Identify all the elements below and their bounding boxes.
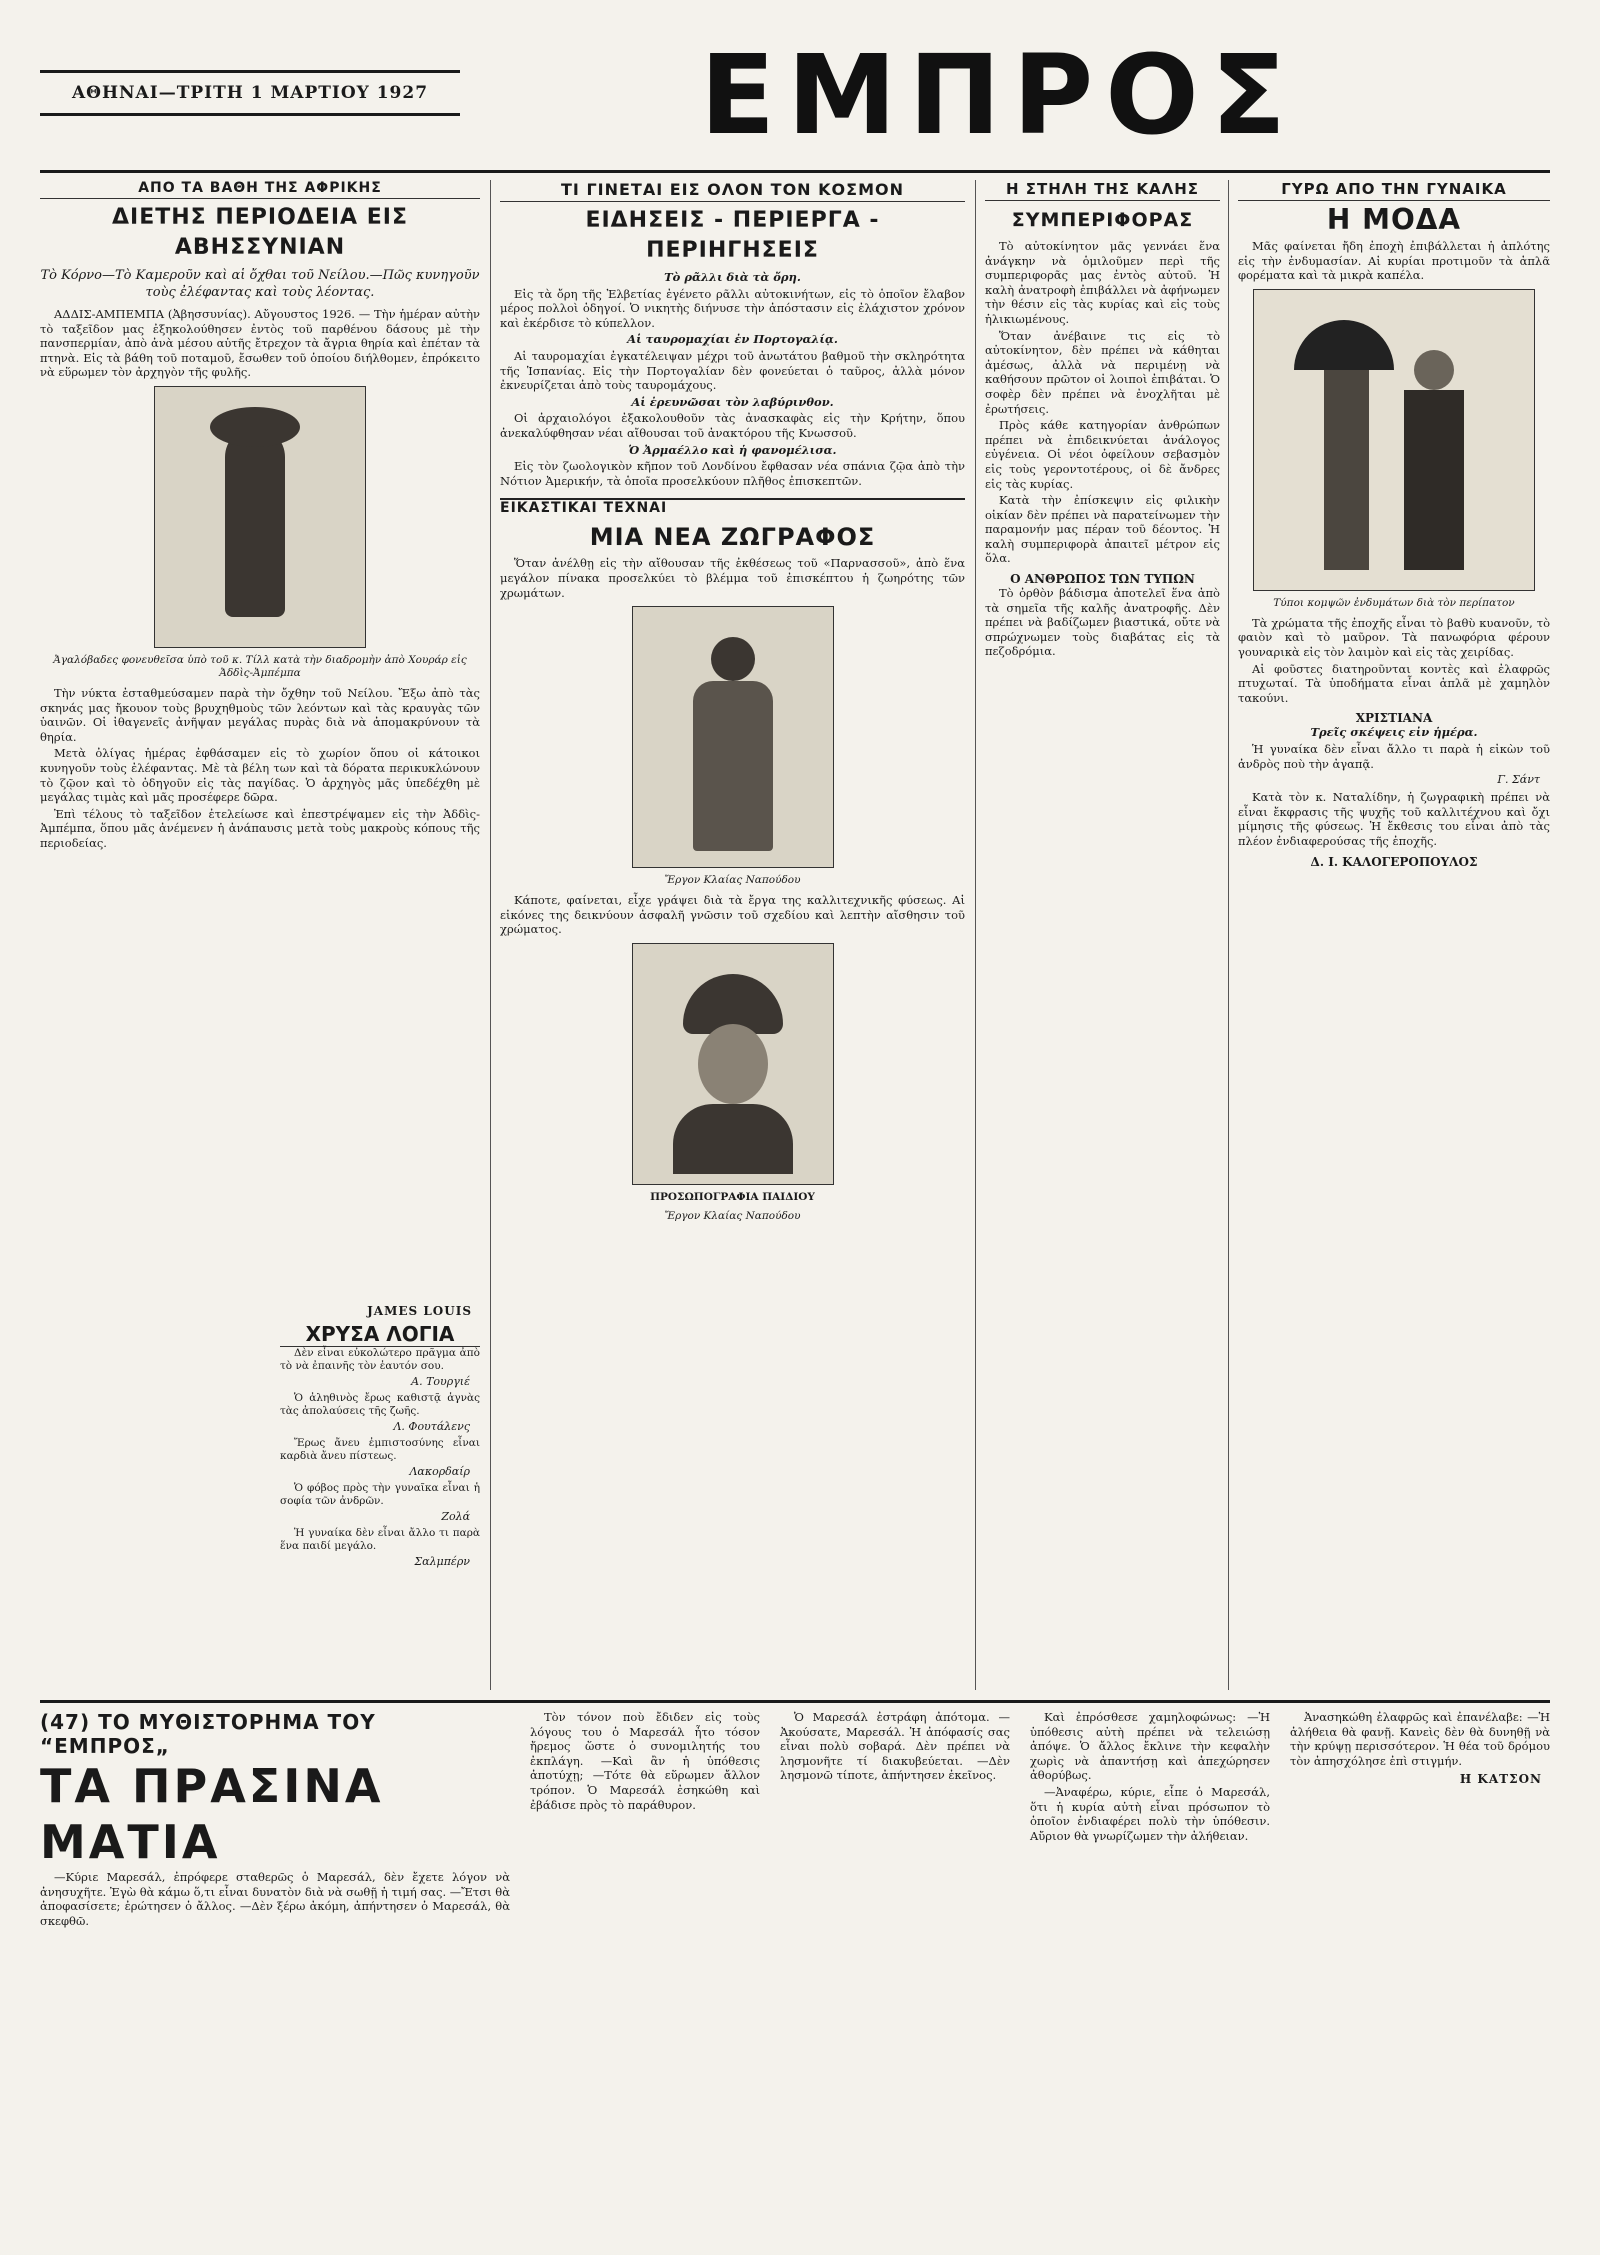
quote: Δὲν εἶναι εὐκολώτερο πρᾶγμα ἀπὸ τὸ νὰ ἐπαινῆς τὸν ἑαυτόν σου. [280, 1347, 480, 1372]
article-news [500, 180, 965, 1690]
portrait-caption: ΠΡΟΣΩΠΟΓΡΑΦΙΑ ΠΑΙΔΙΟΥ [650, 1190, 815, 1203]
news-title: Αἱ ἐρευνῶσαι τὸν λαβύρινθον. [631, 394, 834, 409]
dateline: ΑΘΗΝΑΙ—ΤΡΙΤΗ 1 ΜΑΡΤΙΟΥ 1927 [40, 70, 460, 116]
quote: Ἔρως ἄνευ ἐμπιστοσύνης εἶναι καρδιὰ ἄνευ πίστεως. [280, 1437, 480, 1462]
photo-antelope [154, 386, 366, 648]
signature: Ο ΑΝΘΡΩΠΟΣ ΤΩΝ ΤΥΠΩΝ [1010, 572, 1195, 587]
article-etiquette [985, 180, 1220, 1690]
paragraph: Οἱ ἀρχαιολόγοι ἐξακολουθοῦν τὰς ἀνασκαφὰς εἰς τὴν Κρήτην, ὅπου ἀνεκαλύφθησαν νέαι αἴθουσαι τοῦ ἀνακτόρου τῆς Κνωσσοῦ. [500, 411, 965, 440]
paragraph: ΑΔΔΙΣ-ΑΜΠΕΜΠΑ (Ἀβησσυνίας). Αὔγουστος 1926. — Τὴν ἡμέραν αὐτὴν τὸ ταξεῖδον μας ἐξηκολούθησεν ἐντὸς τοῦ παρθένου δάσους μὲ τὴν πανσπερμίαν, ἀπὸ ἀνὰ μέσου αὐτῆς ἔτρεχον τὰ ἄγρια θηρία καὶ ἐπέταν τὰ πτηνὰ. Εἰς τὰ βάθη τοῦ ποταμοῦ, ἔσωθεν τοῦ ὁποίου διήλθομεν, ἐπρόκειτο νὰ εὕρωμεν τὸν ἀρχηγὸν τῆς φυλῆς. [40, 307, 480, 380]
photo-caption: Ἀγαλόβαδες φονευθεῖσα ὑπὸ τοῦ κ. Τίλλ κατὰ τὴν διαδρομὴν ἀπὸ Χουράρ εἰς Ἀδδὶς-Ἀμπέμπα [53, 653, 467, 679]
paragraph: Ὅταν ἀνέβαινε τις εἰς τὸ αὐτοκίνητον, δὲν πρέπει νὰ κάθηται ἀμέσως, ἀλλὰ νὰ περιμένῃ νὰ καθήσουν πρῶτον οἱ λοιποὶ ἐπιβάται. Ὁ σοφὲρ δὲν πρέπει νὰ ἐνοχλῆται μὲ ἐρωτήσεις. [985, 328, 1220, 416]
kicker: ΤΙ ΓΙΝΕΤΑΙ ΕΙΣ ΟΛΟΝ ΤΟΝ ΚΟΣΜΟΝ [500, 180, 965, 202]
news-title: Ὁ Ἀρμαέλλο καὶ ἡ φανομέλισα. [628, 442, 837, 457]
paragraph: Ἐπὶ τέλους τὸ ταξεῖδον ἐτελείωσε καὶ ἐπεστρέψαμεν εἰς τὴν Ἀδδὶς-Ἀμπέμπα, ὅπου μᾶς ἀνέμενεν ἡ ἀνάπαυσις μετὰ τοὺς μακροὺς κόπους τῆς περιοδείας. [40, 806, 480, 850]
quote-author: Σαλμπέρν [414, 1555, 470, 1568]
news-title: Αἱ ταυρομαχίαι ἐν Πορτογαλίᾳ. [627, 332, 838, 347]
quote-author: Λ. Φουτάλενς [393, 1420, 470, 1433]
masthead-rule [40, 170, 1550, 173]
section-title: Τρεῖς σκέψεις εἰν ἡμέρα. [1310, 725, 1478, 740]
paragraph: Μετὰ ὀλίγας ἡμέρας ἐφθάσαμεν εἰς τὸ χωρίον ὅπου οἱ κάτοικοι κυνηγοῦν τοὺς ἐλέφαντας. Μὲ τὰ βέλη των καὶ τὰ δόρατα περικυκλώνουν τὸ ζῷον καὶ τὸ ὁδηγοῦν εἰς τὰς παγίδας. Ὁ ἀρχηγὸς μᾶς ὑπεδέχθη μὲ μεγάλας τιμὰς καὶ μᾶς προσέφερε δῶρα. [40, 746, 480, 805]
quote: Ἡ γυναίκα δὲν εἶναι ἄλλο τι παρὰ ἕνα παιδί μεγάλο. [280, 1527, 480, 1552]
paragraph: Αἱ ταυρομαχίαι ἐγκατέλειψαν μέχρι τοῦ ἀνωτάτου βαθμοῦ τὴν σκληρότητα τῆς Ἱσπανίας. Εἰς τὴν Πορτογαλίαν δὲν φονεύεται ὁ ταῦρος, ἀλλὰ μόνον ἐκνευρίζεται ἀπὸ τοὺς ταυρομάχους. [500, 348, 965, 393]
kicker: Η ΣΤΗΛΗ ΤΗΣ ΚΑΛΗΣ [985, 180, 1220, 201]
art-kicker: ΕΙΚΑΣΤΙΚΑΙ ΤΕΧΝΑΙ [500, 500, 668, 517]
paragraph: Πρὸς κάθε κατηγορίαν ἀνθρώπων πρέπει νὰ ἐπιδεικνύεται ἀνάλογος εὐγένεια. Οἱ νέοι ὀφείλουν σεβασμὸν εἰς τοὺς γεροντοτέρους, οἱ δὲ ἄνδρες εἰς τὰς κυρίας. [985, 418, 1220, 491]
serial-header: (47) ΤΟ ΜΥΘΙΣΤΟΡΗΜΑ ΤΟΥ “ΕΜΠΡΟΣ„ [40, 1710, 376, 1758]
art-headline: ΜΙΑ ΝΕΑ ΖΩΓΡΑΦΟΣ [589, 523, 876, 552]
golden-words-title: ΧΡΥΣΑ ΛΟΓΙΑ [280, 1322, 480, 1347]
paragraph: Τὴν νύκτα ἐσταθμεύσαμεν παρὰ τὴν ὄχθην τοῦ Νείλου. Ἔξω ἀπὸ τὰς σκηνάς μας ἤκουον τοὺς βρυχηθμοὺς τῶν λεόντων καὶ τὰς κραυγὰς τῶν ὑαινῶν. Οἱ ἰθαγενεῖς ἀνῆψαν μεγάλας πυρὰς διὰ νὰ ἀπομακρύνουν τὰ θηρία. [40, 685, 480, 744]
headline: ΣΥΜΠΕΡΙΦΟΡΑΣ [1011, 209, 1194, 231]
quote-author: Α. Τουργιέ [411, 1375, 470, 1388]
paragraph: Εἰς τὸν ζωολογικὸν κῆπον τοῦ Λονδίνου ἔφθασαν νέα σπάνια ζῷα ἀπὸ τὴν Νότιον Ἀμερικήν, τὰ ὁποῖα προσελκύουν πλῆθος ἐπισκεπτῶν. [500, 459, 965, 488]
portrait-subcaption: Ἔργον Κλαίας Ναπούδου [664, 1209, 801, 1222]
quote: Ὁ φόβος πρὸς τὴν γυναῖκα εἶναι ἡ σοφία τῶν ἀνδρῶν. [280, 1482, 480, 1507]
fashion-caption: Τύποι κομψῶν ἐνδυμάτων διὰ τὸν περίπατον [1273, 596, 1515, 609]
quote: Ὁ ἀληθινὸς ἔρως καθιστᾷ ἁγνὰς τὰς ἀπολαύσεις τῆς ζωῆς. [280, 1392, 480, 1417]
article-fashion [1238, 180, 1550, 1690]
byline: JAMES LOUIS [367, 1304, 472, 1318]
paragraph: Ἀνασηκώθη ἐλαφρῶς καὶ ἐπανέλαβε: —Ἡ ἀλήθεια θὰ φανῇ. Κανεὶς δὲν θὰ δυνηθῇ νὰ τὴν κρύψῃ περισσότερον. Ἡ θέα τοῦ δρόμου τὸν ἀπησχόλησε ἐπὶ στιγμήν. [1290, 1710, 1550, 1768]
column-rule [975, 180, 976, 1690]
golden-words-box [280, 1300, 480, 1680]
paragraph: Αἱ φοῦστες διατηροῦνται κοντὲς καὶ ἐλαφρῶς πτυχωταί. Τὰ ὑποδήματα εἶναι ἁπλᾶ μὲ χαμηλὸν τακούνι. [1238, 661, 1550, 705]
paragraph: Εἰς τὰ ὄρη τῆς Ἐλβετίας ἐγένετο ρᾶλλι αὐτοκινήτων, εἰς τὸ ὁποῖον ἔλαβον μέρος πολλοὶ ὁδηγοί. Ὁ νικητὴς διήνυσε τὴν ἀπόστασιν εἰς ἐλάχιστον χρόνον καὶ ἐκέρδισε τὸ κύπελλον. [500, 286, 965, 330]
quote-author: Λακορδαίρ [409, 1465, 470, 1478]
paragraph: Κατὰ τὸν κ. Ναταλίδην, ἡ ζωγραφικὴ πρέπει νὰ εἶναι ἔκφρασις τῆς ψυχῆς τοῦ καλλιτέχνου καὶ ὄχι μίμησις τῆς φύσεως. Ἡ ἔκθεσις του εἶναι ἀπὸ τὰς πλέον ἐνδιαφερούσας τῆς ἐποχῆς. [1238, 790, 1550, 848]
fashion-illustration [1253, 289, 1535, 591]
serial-signature: Η ΚΑΤΣΟΝ [1459, 1772, 1542, 1787]
paragraph: Τὰ χρώματα τῆς ἐποχῆς εἶναι τὸ βαθὺ κυανοῦν, τὸ φαιὸν καὶ τὸ μαῦρον. Τὰ πανωφόρια φέρουν γουναρικὰ εἰς τὸν λαιμὸν καὶ εἰς τὰς χειρίδας. [1238, 615, 1550, 659]
signature: ΧΡΙΣΤΙΑΝΑ [1355, 711, 1433, 726]
paragraph: Τὸ αὐτοκίνητον μᾶς γεννάει ἕνα ἀνάγκην νὰ ὁμιλοῦμεν περὶ τῆς συμπεριφορᾶς μας ἐντὸς αὐτοῦ. Ἡ καλὴ ἀνατροφὴ ἐπιβάλλει νὰ ἀφήνωμεν τὴν θέσιν εἰς τὰς κυρίας καὶ εἰς τοὺς ἡλικιωμένους. [985, 239, 1220, 326]
serial-title: ΤΑ ΠΡΑΣΙΝΑ ΜΑΤΙΑ [40, 1759, 384, 1869]
paragraph: Κάποτε, φαίνεται, εἶχε γράψει διὰ τὰ ἔργα της καλλιτεχνικῆς φύσεως. Αἱ εἰκόνες της δεικνύουν ἀσφαλῆ γνῶσιν τοῦ σχεδίου καὶ λεπτὴν αἴσθησιν τοῦ χρώματος. [500, 893, 965, 937]
newspaper-title: ΕΜΠΡΟΣ [700, 31, 1298, 159]
kicker: ΑΠΟ ΤΑ ΒΑΘΗ ΤΗΣ ΑΦΡΙΚΗΣ [40, 180, 480, 199]
quote-author: Γ. Σάντ [1497, 773, 1540, 787]
subhead: Τὸ Κόρνο—Τὸ Καμεροῦν καὶ αἱ ὄχθαι τοῦ Νείλου.—Πῶς κυνηγοῦν τοὺς ἐλέφαντας καὶ τοὺς λέοντας. [40, 268, 480, 300]
serial-novel [40, 1710, 1550, 2230]
paragraph: Ὅταν ἀνέλθῃ εἰς τὴν αἴθουσαν τῆς ἐκθέσεως τοῦ «Παρνασσοῦ», ἀπὸ ἕνα μεγάλον πίνακα προσελκύει τὸ βλέμμα τοῦ ἐπισκέπτου ἡ ζωηρότης τῶν χρωμάτων. [500, 556, 965, 600]
column-rule [490, 180, 491, 1690]
painting-caption: Ἔργον Κλαίας Ναπούδου [664, 874, 801, 887]
paragraph: —Κύριε Μαρεσάλ, ἐπρόφερε σταθερῶς ὁ Μαρεσάλ, δὲν ἔχετε λόγον νὰ ἀνησυχῆτε. Ἐγὼ θὰ κάμω ὅ,τι εἶναι δυνατὸν διὰ νὰ σωθῇ ἡ τιμή σας. —Ἔτσι θὰ ἀποφασίσετε; ἐρώτησεν ὁ ἄλλος. —Δὲν ξέρω ἀκόμη, ἀπήντησεν ὁ Μαρεσάλ, θὰ σκεφθῶ. [40, 1870, 510, 1928]
paragraph: Ὁ Μαρεσάλ ἐστράφη ἀπότομα. —Ἀκούσατε, Μαρεσάλ. Ἡ ἀπόφασίς σας εἶναι πολὺ σοβαρά. Δὲν πρέπει νὰ λησμονῆτε τί διακυβεύεται. —Δὲν λησμονῶ τίποτε, ἀπήντησεν ἐκεῖνος. [780, 1710, 1010, 1783]
news-title: Τὸ ρᾶλλι διὰ τὰ ὄρη. [664, 270, 801, 284]
paragraph: Μᾶς φαίνεται ἤδη ἐποχὴ ἐπιβάλλεται ἡ ἀπλότης εἰς τὴν ἐνδυμασίαν. Αἱ κυρίαι προτιμοῦν τὰ ἁπλᾶ φορέματα καὶ τὰ μικρὰ καπέλα. [1238, 239, 1550, 283]
kicker: ΓΥΡΩ ΑΠΟ ΤΗΝ ΓΥΝΑΙΚΑ [1238, 180, 1550, 201]
column-rule [1228, 180, 1229, 1690]
headline: ΔΙΕΤΗΣ ΠΕΡΙΟΔΕΙΑ ΕΙΣ ΑΒΗΣΣΥΝΙΑΝ [112, 205, 408, 260]
headline: ΕΙΔΗΣΕΙΣ - ΠΕΡΙΕΡΓΑ - ΠΕΡΙΗΓΗΣΕΙΣ [585, 208, 880, 263]
paragraph: Τὸ ὀρθὸν βάδισμα ἀποτελεῖ ἕνα ἀπὸ τὰ σημεῖα τῆς καλῆς ἀνατροφῆς. Δὲν πρέπει νὰ βαδίζωμεν βιαστικά, οὔτε νὰ σπρώχνωμεν τοὺς διαβάτας εἰς τὰ πεζοδρόμια. [985, 586, 1220, 659]
painting-woman [632, 606, 834, 868]
paragraph: Κατὰ τὴν ἐπίσκεψιν εἰς φιλικὴν οἰκίαν δὲν πρέπει νὰ παρατείνωμεν τὴν παραμονήν μας πέραν τοῦ δέοντος. Ἡ καλὴ συμπεριφορὰ ἀπαιτεῖ μέτρον εἰς ὅλα. [985, 493, 1220, 566]
signature: Δ. Ι. ΚΑΛΟΓΕΡΟΠΟΥΛΟΣ [1310, 854, 1478, 869]
quote-author: Ζολά [441, 1510, 470, 1523]
headline: Η ΜΟΔΑ [1326, 203, 1462, 236]
serial-rule [40, 1700, 1550, 1703]
paragraph: Ἡ γυναίκα δὲν εἶναι ἄλλο τι παρὰ ἡ εἰκὼν τοῦ ἀνδρὸς ποὺ τὴν ἀγαπᾷ. [1238, 741, 1550, 771]
paragraph: Τὸν τόνον ποὺ ἔδιδεν εἰς τοὺς λόγους του ὁ Μαρεσάλ ἦτο τόσον ἤρεμος ὥστε ὁ συνομιλητής του ἐκπλάγη. —Καὶ ἂν ἡ ὑπόθεσις ἀποτύχῃ; —Τότε θὰ εὕρωμεν ἄλλον τρόπον. Ὁ Μαρεσάλ ἐσηκώθη καὶ ἐβάδισε πρὸς τὸ παράθυρον. [530, 1710, 760, 1812]
portrait-child [632, 943, 834, 1185]
paragraph: —Ἀναφέρω, κύριε, εἶπε ὁ Μαρεσάλ, ὅτι ἡ κυρία αὐτὴ εἶναι πρόσωπον τὸ ὁποῖον ἐνδιαφέρει πολὺ τὴν ὑπόθεσιν. Αὔριον θὰ γνωρίζωμεν τὴν ἀλήθειαν. [1030, 1784, 1270, 1843]
paragraph: Καὶ ἐπρόσθεσε χαμηλοφώνως: —Ἡ ὑπόθεσις αὐτὴ πρέπει νὰ τελειώσῃ ἀπόψε. Ὁ ἄλλος ἔκλινε τὴν κεφαλὴν χωρὶς νὰ ἀπαντήσῃ καὶ ἀπεχώρησεν ἀθορύβως. [1030, 1710, 1270, 1783]
